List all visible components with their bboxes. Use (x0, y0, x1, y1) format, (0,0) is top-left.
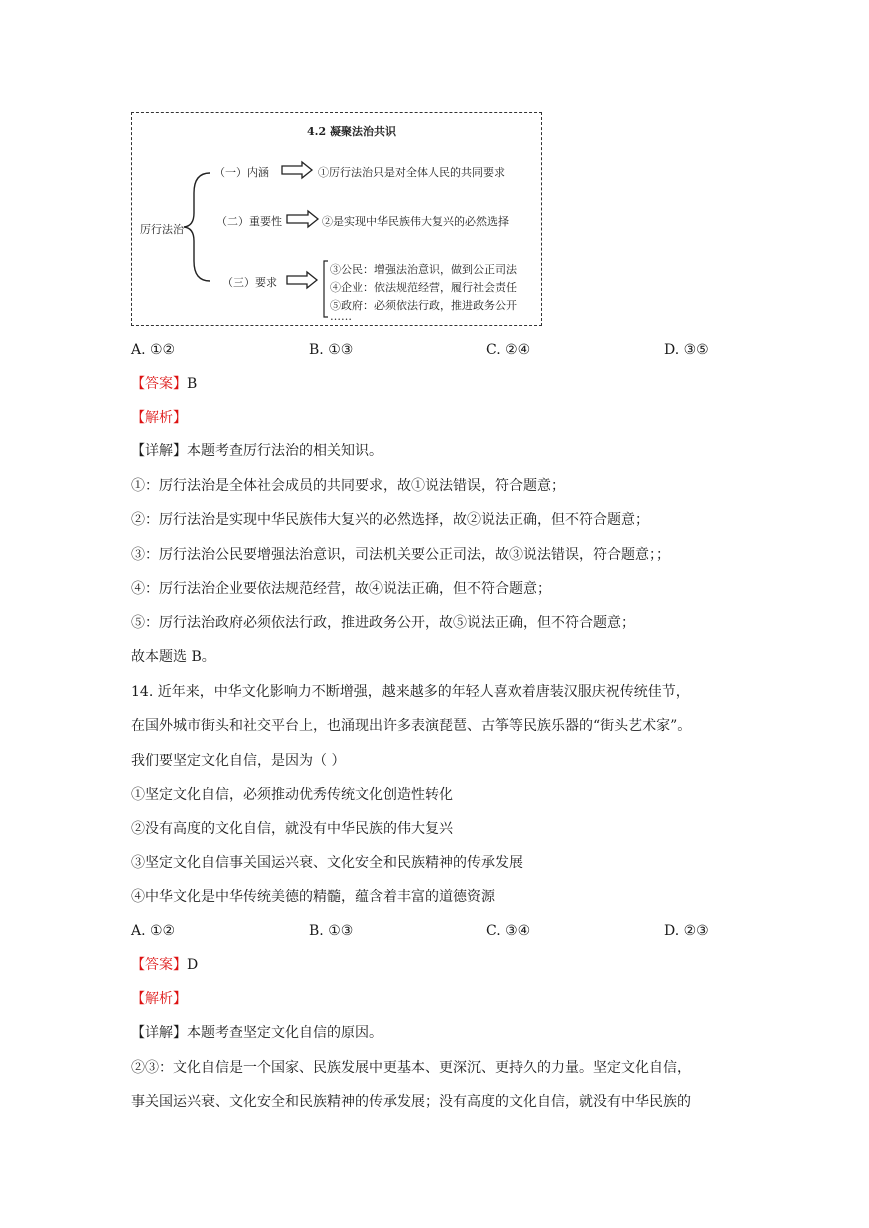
q13-option-d: D. ③⑤ (664, 342, 709, 358)
branch-text-2: ②是实现中华民族伟大复兴的必然选择 (322, 215, 509, 228)
q13-line: ⑤：厉行法治政府必须依法行政，推进政务公开，故⑤说法正确，但不符合题意； (131, 615, 635, 631)
q13-analysis-tag: 【解析】 (131, 410, 187, 426)
requirement-item: ③公民：增强法治意识，做到公正司法 (330, 263, 517, 276)
answer-value: B (187, 376, 198, 392)
q13-line: ①：厉行法治是全体社会成员的共同要求，故①说法错误，符合题意； (131, 478, 565, 494)
q13-option-c: C. ②④ (486, 342, 531, 358)
q14-option-c: C. ③④ (486, 923, 531, 939)
q13-option-a: A. ①② (131, 342, 176, 358)
q14-option-d: D. ②③ (664, 923, 709, 939)
q14-detail: 【详解】本题考查坚定文化自信的原因。 (131, 1025, 383, 1041)
q14-option-a: A. ①② (131, 923, 176, 939)
requirement-item: …… (330, 310, 352, 323)
q14-analysis-tag: 【解析】 (131, 991, 187, 1007)
q14-statement: ①坚定文化自信，必须推动优秀传统文化创造性转化 (131, 787, 453, 803)
q13-line: ②：厉行法治是实现中华民族伟大复兴的必然选择，故②说法正确，但不符合题意； (131, 512, 649, 528)
q13-answer (131, 374, 197, 394)
q14-line: ②③：文化自信是一个国家、民族发展中更基本、更深沉、更持久的力量。坚定文化自信， (131, 1060, 691, 1076)
answer-tag: 【答案】 (131, 376, 187, 392)
diagram-title: 4.2 凝聚法治共识 (307, 125, 396, 138)
q14-statement: ②没有高度的文化自信，就没有中华民族的伟大复兴 (131, 821, 453, 837)
q13-option-b: B. ①③ (309, 342, 354, 358)
q13-detail: 【详解】本题考查厉行法治的相关知识。 (131, 443, 383, 459)
q14-statement: ④中华文化是中华传统美德的精髓，蕴含着丰富的道德资源 (131, 889, 495, 905)
branch-label-2: （二）重要性 (216, 215, 282, 228)
branch-text-1: ①厉行法治只是对全体人民的共同要求 (318, 166, 505, 179)
q14-answer (131, 955, 198, 975)
q13-conclusion: 故本题选 B。 (131, 649, 216, 665)
answer-value: D (187, 957, 199, 973)
q13-line: ③：厉行法治公民要增强法治意识，司法机关要公正司法，故③说法错误，符合题意；； (131, 547, 670, 563)
diagram-root: 厉行法治 (140, 223, 184, 236)
answer-tag: 【答案】 (131, 957, 187, 973)
q14-stem: 我们要坚定文化自信，是因为（ ） (131, 753, 346, 769)
branch-label-3: （三）要求 (222, 276, 277, 289)
requirement-item: ④企业：依法规范经营，履行社会责任 (330, 281, 517, 294)
q14-statement: ③坚定文化自信事关国运兴衰、文化安全和民族精神的传承发展 (131, 855, 523, 871)
branch-label-1: （一）内涵 (214, 166, 269, 179)
knowledge-diagram (131, 112, 542, 326)
q14-stem: 14. 近年来，中华文化影响力不断增强，越来越多的年轻人喜欢着唐装汉服庆祝传统佳节， (131, 684, 690, 700)
q14-option-b: B. ①③ (309, 923, 354, 939)
requirement-item: ⑤政府：必须依法行政，推进政务公开 (330, 299, 517, 312)
q14-stem: 在国外城市街头和社交平台上，也涌现出许多表演琵琶、古筝等民族乐器的“街头艺术家”。 (131, 718, 692, 734)
q13-line: ④：厉行法治企业要依法规范经营，故④说法正确，但不符合题意； (131, 581, 551, 597)
q14-line: 事关国运兴衰、文化安全和民族精神的传承发展；没有高度的文化自信，就没有中华民族的 (131, 1094, 691, 1110)
